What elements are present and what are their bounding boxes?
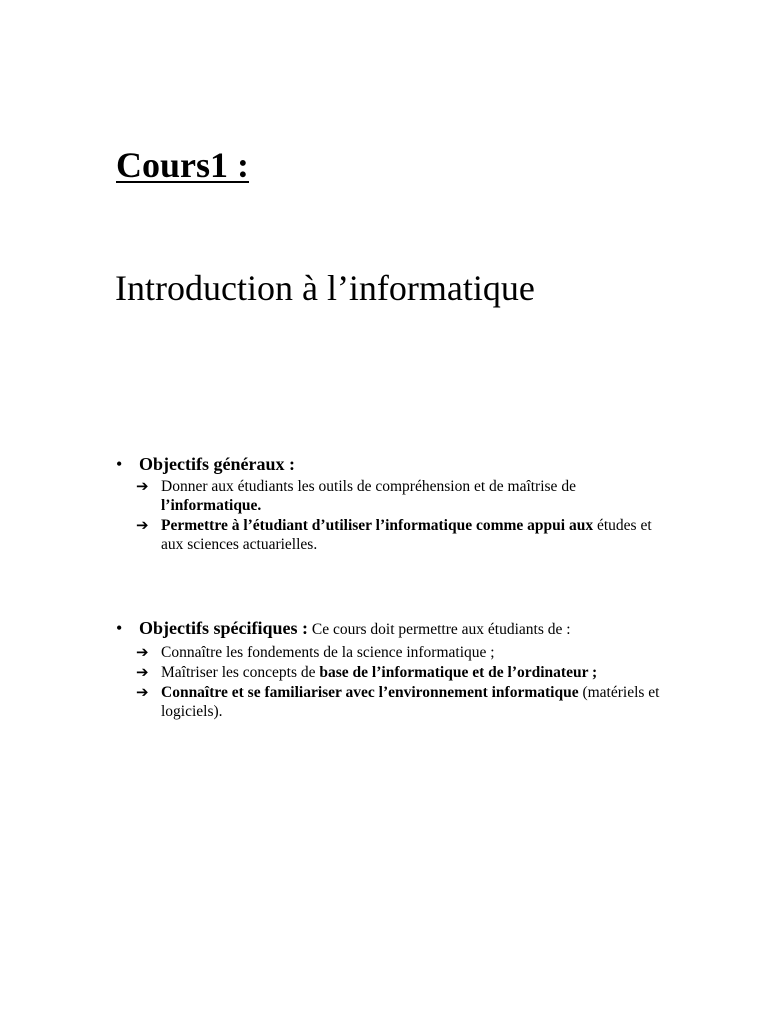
section-heading-label: Objectifs généraux :	[139, 454, 295, 474]
arrow-right-icon: ➔	[136, 516, 149, 534]
list-item	[136, 477, 676, 515]
arrow-right-icon: ➔	[136, 663, 149, 681]
bullet-icon: •	[116, 454, 123, 474]
objective-list	[116, 643, 676, 721]
arrow-right-icon: ➔	[136, 683, 149, 701]
section-heading-label: Objectifs spécifiques :	[139, 618, 308, 638]
section-heading	[116, 453, 676, 475]
page-title: Cours1 :	[116, 145, 249, 185]
section-heading	[116, 617, 676, 641]
item-text: Maîtriser les concepts de	[161, 664, 320, 681]
item-text: Connaître les fondements de la science informatique ;	[161, 644, 495, 661]
list-item	[136, 516, 676, 554]
item-text-bold: l’informatique.	[161, 497, 262, 514]
bullet-icon: •	[116, 618, 123, 638]
item-text-bold: Connaître et se familiariser avec l’environnement informatique	[161, 684, 579, 701]
list-item	[136, 683, 676, 721]
section-specific-objectives	[116, 617, 676, 722]
arrow-right-icon: ➔	[136, 477, 149, 495]
list-item	[136, 663, 676, 682]
section-heading-rest: Ce cours doit permettre aux étudiants de :	[307, 621, 571, 638]
page-subtitle: Introduction à l’informatique	[115, 268, 535, 308]
item-text: (matériels et logiciels).	[161, 684, 660, 720]
item-text: Donner aux étudiants les outils de compréhension et de maîtrise de	[161, 478, 576, 495]
item-text-bold: Permettre à l’étudiant d’utiliser l’informatique comme appui aux	[161, 517, 594, 534]
item-text: études et aux sciences actuarielles.	[161, 517, 652, 553]
item-text-bold: base de l’informatique et de l’ordinateur ;	[319, 664, 598, 681]
section-general-objectives	[116, 453, 676, 555]
list-item	[136, 643, 676, 662]
arrow-right-icon: ➔	[136, 643, 149, 661]
objective-list	[116, 477, 676, 554]
